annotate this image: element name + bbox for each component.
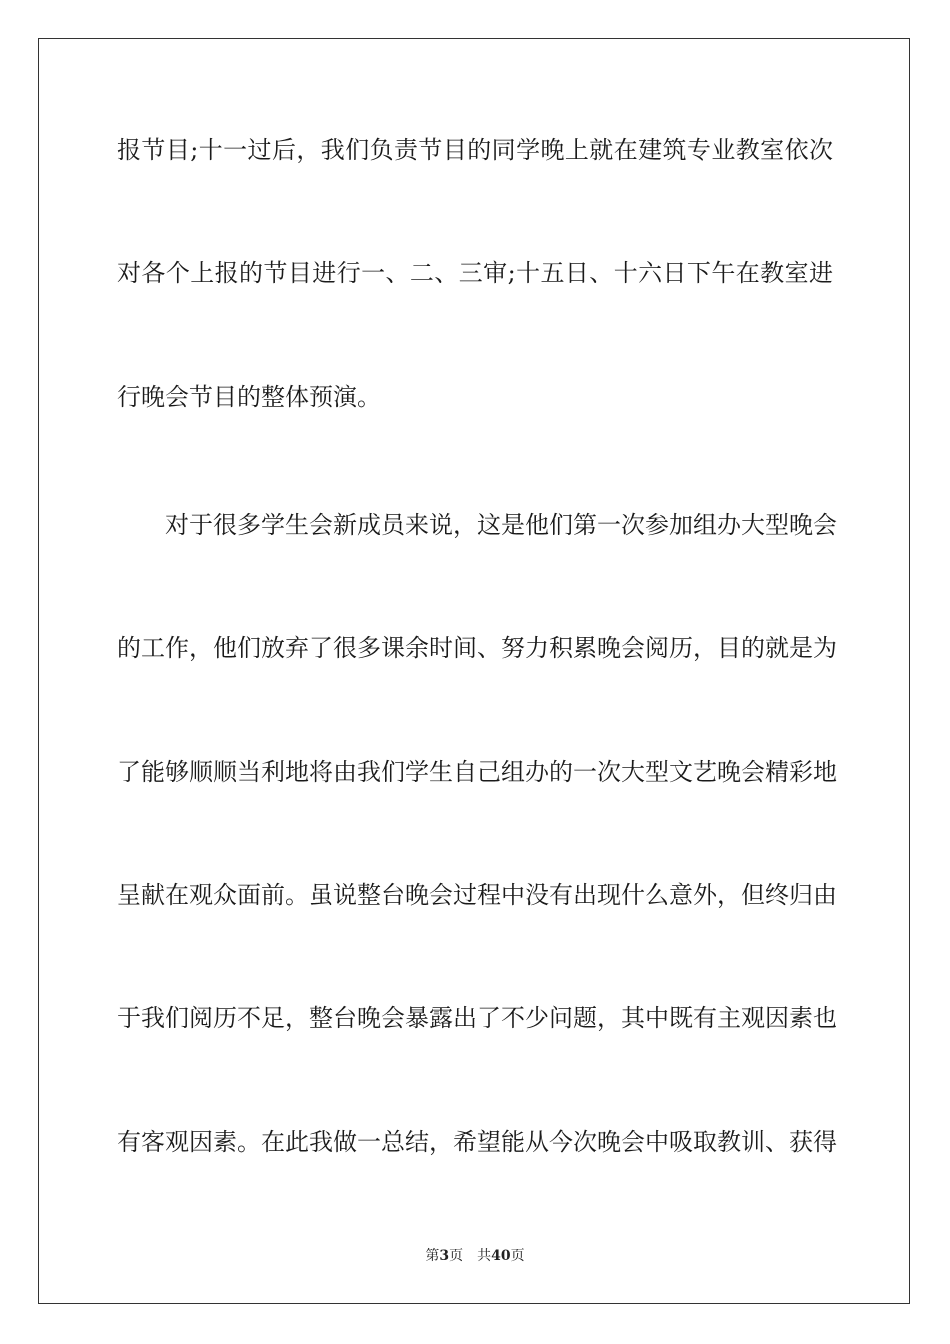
page-prefix: 第 (425, 1248, 440, 1264)
page-suffix: 页 (449, 1248, 464, 1264)
paragraph-line-8: 于我们阅历不足，整台晚会暴露出了不少问题，其中既有主观因素也 (117, 1004, 837, 1032)
paragraph-line-9: 有客观因素。在此我做一总结，希望能从今次晚会中吸取教训、获得 (117, 1128, 837, 1156)
paragraph-line-2: 对各个上报的节目进行一、二、三审;十五日、十六日下午在教室进 (117, 259, 833, 287)
paragraph-line-7: 呈献在观众面前。虽说整台晚会过程中没有出现什么意外，但终归由 (117, 881, 837, 909)
paragraph-line-3: 行晚会节目的整体预演。 (117, 383, 381, 411)
paragraph-line-1: 报节目;十一过后，我们负责节目的同学晚上就在建筑专业教室依次 (117, 136, 833, 164)
page-footer (0, 1246, 950, 1266)
paragraph-line-5: 的工作，他们放弃了很多课余时间、努力积累晚会阅历，目的就是为 (117, 634, 837, 662)
total-pages: 40 (491, 1248, 511, 1264)
total-suffix: 页 (510, 1248, 525, 1264)
total-prefix: 共 (477, 1248, 492, 1264)
page-number: 3 (439, 1248, 450, 1264)
page-border (38, 38, 910, 1304)
paragraph-line-6: 了能够顺顺当利地将由我们学生自己组办的一次大型文艺晚会精彩地 (117, 758, 837, 786)
paragraph-line-4: 对于很多学生会新成员来说，这是他们第一次参加组办大型晚会 (165, 511, 837, 539)
